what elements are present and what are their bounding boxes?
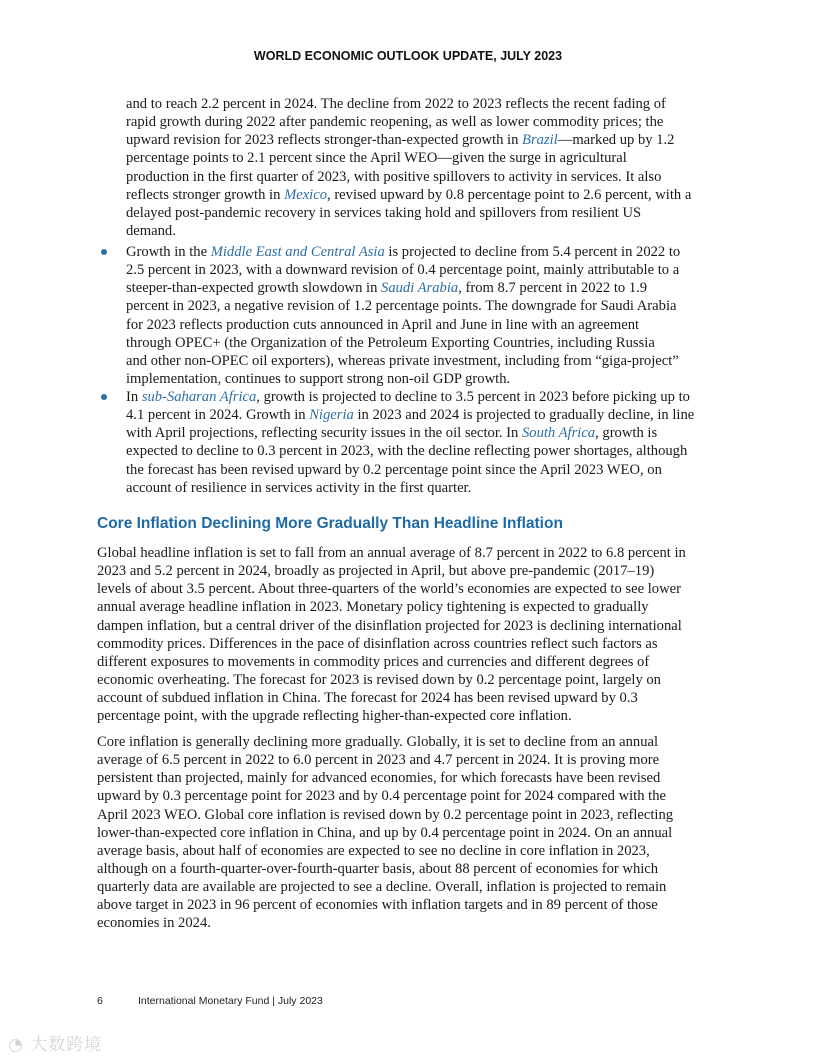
- text-line: [126, 204, 691, 222]
- text-run: Core inflation is generally declining more gradually. Globally, it is set to decline from an annual: [97, 734, 659, 750]
- text-line: [126, 243, 680, 261]
- text-line: [126, 424, 694, 442]
- country-link[interactable]: sub-Saharan Africa: [141, 389, 257, 405]
- text-run: reflects stronger growth in: [126, 186, 285, 203]
- text-line: [97, 733, 673, 751]
- text-run: delayed post-pandemic recovery in services taking hold and spillovers from resilient US: [126, 204, 642, 221]
- paragraph-core-inflation: [97, 733, 673, 933]
- text-line: [97, 787, 673, 805]
- text-run: economies in 2024.: [97, 915, 211, 932]
- text-run: commodity prices. Differences in the pace of disinflation across countries reflect such factors as: [97, 635, 658, 652]
- text-line: [97, 598, 686, 616]
- section-heading: Core Inflation Declining More Gradually Than Headline Inflation: [97, 515, 563, 532]
- text-line: [97, 580, 686, 598]
- text-line: [126, 149, 691, 167]
- text-line: [97, 707, 686, 725]
- text-line: [97, 842, 673, 860]
- text-line: [97, 860, 673, 878]
- text-run: is projected to decline from 5.4 percent in 2022 to: [384, 244, 681, 260]
- text-run: Global headline inflation is set to fall from an annual average of 8.7 percent in 2022 to 6.8 percent in: [97, 545, 686, 561]
- text-line: [126, 113, 691, 131]
- text-line: [97, 769, 673, 787]
- text-line: [126, 352, 680, 370]
- running-header: WORLD ECONOMIC OUTLOOK UPDATE, JULY 2023: [253, 49, 563, 63]
- text-run: , revised upward by 0.8 percentage point to 2.6 percent, with a: [327, 186, 692, 203]
- text-line: [126, 406, 694, 424]
- country-link[interactable]: South Africa: [521, 425, 596, 442]
- text-run: with April projections, reflecting security issues in the oil sector. In: [126, 425, 522, 442]
- text-run: for 2023 reflects production cuts announced in April and June in line with an agreement: [126, 316, 640, 333]
- text-line: [97, 914, 673, 932]
- country-link[interactable]: Saudi Arabia: [381, 280, 459, 297]
- text-run: in 2023 and 2024 is projected to gradually decline, in line: [353, 407, 695, 424]
- text-run: different exposures to movements in commodity prices and currencies and different degrees of: [97, 653, 650, 670]
- text-line: [97, 878, 673, 896]
- text-run: percent in 2023, a negative revision of 1.2 percentage points. The downgrade for Saudi Arabia: [126, 298, 677, 315]
- bullet-sub-saharan-africa: [126, 388, 694, 497]
- text-run: account of subdued inflation in China. The forecast for 2024 has been revised upward by 0.3: [97, 690, 638, 707]
- text-run: percentage points to 2.1 percent since the April WEO—given the surge in agricultural: [126, 150, 627, 167]
- text-run: —marked up by 1.2: [557, 132, 675, 149]
- text-line: [97, 751, 673, 769]
- watermark-logo: ◔ 大数跨境: [8, 1035, 103, 1055]
- text-run: , growth is projected to decline to 3.5 percent in 2023 before picking up to: [256, 389, 690, 405]
- text-run: persistent than projected, mainly for advanced economies, for which forecasts have been revised: [97, 770, 661, 787]
- text-run: rapid growth during 2022 after pandemic reopening, as well as lower commodity prices; the: [126, 114, 664, 131]
- text-run: Growth in the: [126, 244, 211, 260]
- text-line: [126, 479, 694, 497]
- text-run: through OPEC+ (the Organization of the Petroleum Exporting Countries, including Russia: [126, 334, 655, 351]
- paragraph-latin-america-continued: [126, 95, 691, 240]
- text-run: In: [126, 389, 142, 405]
- text-line: [97, 689, 686, 707]
- text-line: [126, 261, 680, 279]
- bullet-icon: [101, 394, 107, 400]
- text-line: [126, 279, 680, 297]
- text-line: [126, 461, 694, 479]
- text-line: [126, 186, 691, 204]
- text-line: [126, 131, 691, 149]
- text-run: the forecast has been revised upward by 0.2 percentage point since the April 2023 WEO, on: [126, 461, 662, 478]
- text-run: dampen inflation, but a central driver of the disinflation projected for 2023 is declining international: [97, 617, 682, 634]
- text-line: [126, 222, 691, 240]
- text-run: average basis, about half of economies are expected to see no decline in core inflation in 2023,: [97, 842, 650, 859]
- bullet-icon: [101, 249, 107, 255]
- text-run: , from 8.7 percent in 2022 to 1.9: [458, 280, 648, 297]
- footer-text: International Monetary Fund | July 2023: [138, 995, 323, 1007]
- text-line: [97, 562, 686, 580]
- text-run: upward by 0.3 percentage point for 2023 and by 0.4 percentage point for 2024 compared with the: [97, 788, 666, 805]
- text-run: levels of about 3.5 percent. About three-quarters of the world’s economies are expected to see lower: [97, 581, 681, 598]
- text-run: production in the first quarter of 2023, with positive spillovers to activity in services. It also: [126, 168, 662, 185]
- text-run: , growth is: [595, 425, 658, 442]
- text-run: quarterly data are available are projected to see a decline. Overall, inflation is projected to remain: [97, 879, 667, 896]
- text-line: [97, 635, 686, 653]
- text-line: [97, 653, 686, 671]
- text-run: 2.5 percent in 2023, with a downward revision of 0.4 percentage point, mainly attributable to a: [126, 262, 680, 279]
- text-line: [126, 95, 691, 113]
- text-run: and other non-OPEC oil exporters), whereas private investment, including from “giga-project”: [126, 352, 679, 369]
- text-line: [126, 370, 680, 388]
- bullet-middle-east-central-asia: [126, 243, 680, 388]
- text-run: average of 6.5 percent in 2022 to 6.0 percent in 2023 and 4.7 percent in 2024. It is proving more: [97, 752, 660, 769]
- text-run: account of resilience in services activity in the first quarter.: [126, 479, 472, 496]
- text-line: [97, 617, 686, 635]
- text-run: demand.: [126, 222, 176, 239]
- country-link[interactable]: Middle East and Central Asia: [210, 244, 385, 260]
- text-line: [97, 671, 686, 689]
- text-line: [126, 297, 680, 315]
- text-line: [126, 168, 691, 186]
- page-number: 6: [97, 995, 103, 1007]
- text-run: upward revision for 2023 reflects stronger-than-expected growth in: [126, 132, 523, 149]
- text-line: [97, 806, 673, 824]
- text-run: annual average headline inflation in 2023. Monetary policy tightening is expected to gradually: [97, 599, 649, 616]
- text-run: above target in 2023 in 96 percent of economies with inflation targets and in 89 percent of those: [97, 897, 658, 914]
- text-run: 2023 and 5.2 percent in 2024, broadly as projected in April, but above pre-pandemic (2017–19): [97, 563, 655, 580]
- text-line: [126, 334, 680, 352]
- text-run: steeper-than-expected growth slowdown in: [126, 280, 382, 297]
- country-link[interactable]: Mexico: [284, 186, 328, 203]
- text-run: April 2023 WEO. Global core inflation is revised down by 0.2 percentage point in 2023, reflecting: [97, 806, 674, 823]
- paragraph-headline-inflation: [97, 544, 686, 725]
- text-run: although on a fourth-quarter-over-fourth-quarter basis, about 88 percent of economies for which: [97, 860, 659, 877]
- country-link[interactable]: Nigeria: [309, 407, 354, 424]
- text-run: and to reach 2.2 percent in 2024. The decline from 2022 to 2023 reflects the recent fading of: [126, 96, 666, 112]
- text-line: [97, 824, 673, 842]
- text-run: implementation, continues to support strong non-oil GDP growth.: [126, 370, 511, 387]
- text-run: expected to decline to 0.3 percent in 2023, with the decline reflecting power shortages, although: [126, 443, 688, 460]
- text-line: [97, 544, 686, 562]
- text-line: [126, 316, 680, 334]
- country-link[interactable]: Brazil: [522, 132, 558, 149]
- text-run: economic overheating. The forecast for 2023 is revised down by 0.2 percentage point, largely on: [97, 671, 661, 688]
- text-line: [126, 388, 694, 406]
- text-run: percentage point, with the upgrade reflecting higher-than-expected core inflation.: [97, 708, 572, 725]
- text-line: [126, 442, 694, 460]
- text-run: 4.1 percent in 2024. Growth in: [126, 407, 310, 424]
- text-run: lower-than-expected core inflation in China, and up by 0.4 percentage point in 2024. On an annual: [97, 824, 673, 841]
- text-line: [97, 896, 673, 914]
